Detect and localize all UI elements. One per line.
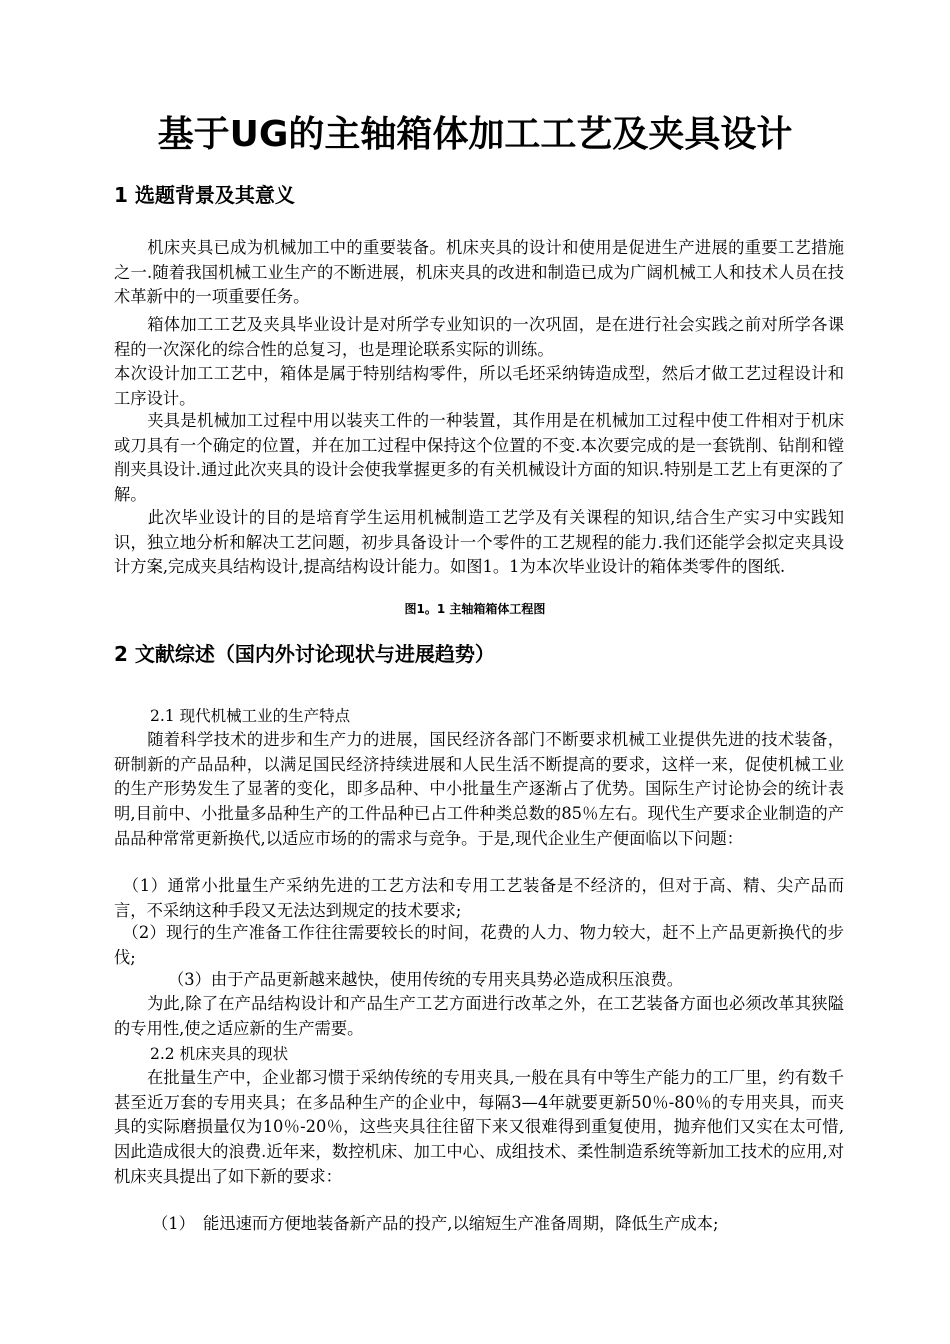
document-title: 基于UG的主轴箱体加工工艺及夹具设计 — [157, 114, 793, 155]
list-item-4: （1） 能迅速而方便地装备新产品的投产,以缩短生产准备周期，降低生产成本; — [152, 1214, 719, 1233]
section-2-heading: 2 文献综述（国内外讨论现状与进展趋势） — [114, 642, 495, 666]
section-2-paragraph-2: 为此,除了在产品结构设计和产品生产工艺方面进行改革之外，在工艺装备方面也必须改革其狭隘的专用性,使之适应新的生产需要。 — [114, 994, 844, 1038]
list-item-3: （3）由于产品更新越来越快，使用传统的专用夹具势必造成积压浪费。 — [168, 970, 684, 989]
section-1-paragraph-4: 夹具是机械加工过程中用以装夹工件的一种装置，其作用是在机械加工过程中使工件相对于机床或刀具有一个确定的位置，并在加工过程中保持这个位置的不变.本次要完成的是一套铣削、钻削和镗削夹具设计.通过此次夹具的设计会使我掌握更多的有关机械设计方面的知识.特别是工艺上有更深的了解。 — [114, 411, 844, 505]
figure-caption: 图1。1 主轴箱箱体工程图 — [404, 602, 546, 616]
section-1-paragraph-2: 箱体加工工艺及夹具毕业设计是对所学专业知识的一次巩固，是在进行社会实践之前对所学各课程的一次深化的综合性的总复习，也是理论联系实际的训练。 — [114, 315, 844, 359]
section-1-paragraph-5: 此次毕业设计的目的是培育学生运用机械制造工艺学及有关课程的知识,结合生产实习中实践知识，独立地分析和解决工艺问题，初步具备设计一个零件的工艺规程的能力.我们还能学会拟定夹具设计方案,完成夹具结构设计,提高结构设计能力。如图1。1为本次毕业设计的箱体类零件的图纸. — [114, 508, 844, 577]
section-1-paragraph-3: 本次设计加工工艺中，箱体是属于特别结构零件，所以毛坯采纳铸造成型，然后才做工艺过程设计和工序设计。 — [114, 364, 844, 408]
list-item-2: （2）现行的生产准备工作往往需要较长的时间，花费的人力、物力较大，赶不上产品更新换代的步伐; — [114, 923, 844, 967]
section-2-paragraph-1: 随着科学技术的进步和生产力的进展，国民经济各部门不断要求机械工业提供先进的技术装备，研制新的产品品种，以满足国民经济持续进展和人民生活不断提高的要求，这样一来，促使机械工业的生产形势发生了显著的变化，即多品种、中小批量生产逐渐占了优势。国际生产讨论协会的统计表明,目前中、小批量多品种生产的工件品种已占工件种类总数的85％左右。现代生产要求企业制造的产品品种常常更新换代,以适应市场的的需求与竞争。于是,现代企业生产便面临以下问题： — [114, 730, 844, 848]
section-2-paragraph-3: 在批量生产中，企业都习惯于采纳传统的专用夹具,一般在具有中等生产能力的工厂里，约有数千甚至近万套的专用夹具；在多品种生产的企业中，每隔3—4年就要更新50％-80％的专用夹具，而夹具的实际磨损量仅为10％-20％，这些夹具往往留下来又很难得到重复使用，抛弃他们又实在太可惜,因此造成很大的浪费.近年来，数控机床、加工中心、成组技术、柔性制造系统等新加工技术的应用,对机床夹具提出了如下新的要求： — [114, 1068, 844, 1186]
list-item-1: （1）通常小批量生产采纳先进的工艺方法和专用工艺装备是不经济的，但对于高、精、尖产品而言，不采纳这种手段又无法达到规定的技术要求; — [114, 876, 844, 920]
section-1-paragraph-1: 机床夹具已成为机械加工中的重要装备。机床夹具的设计和使用是促进生产进展的重要工艺措施之一.随着我国机械工业生产的不断进展，机床夹具的改进和制造已成为广阔机械工人和技术人员在技术革新中的一项重要任务。 — [114, 238, 844, 307]
subsection-2-1-heading: 2.1 现代机械工业的生产特点 — [150, 707, 351, 725]
subsection-2-2-heading: 2.2 机床夹具的现状 — [150, 1045, 289, 1063]
section-1-heading: 1 选题背景及其意义 — [114, 183, 295, 207]
